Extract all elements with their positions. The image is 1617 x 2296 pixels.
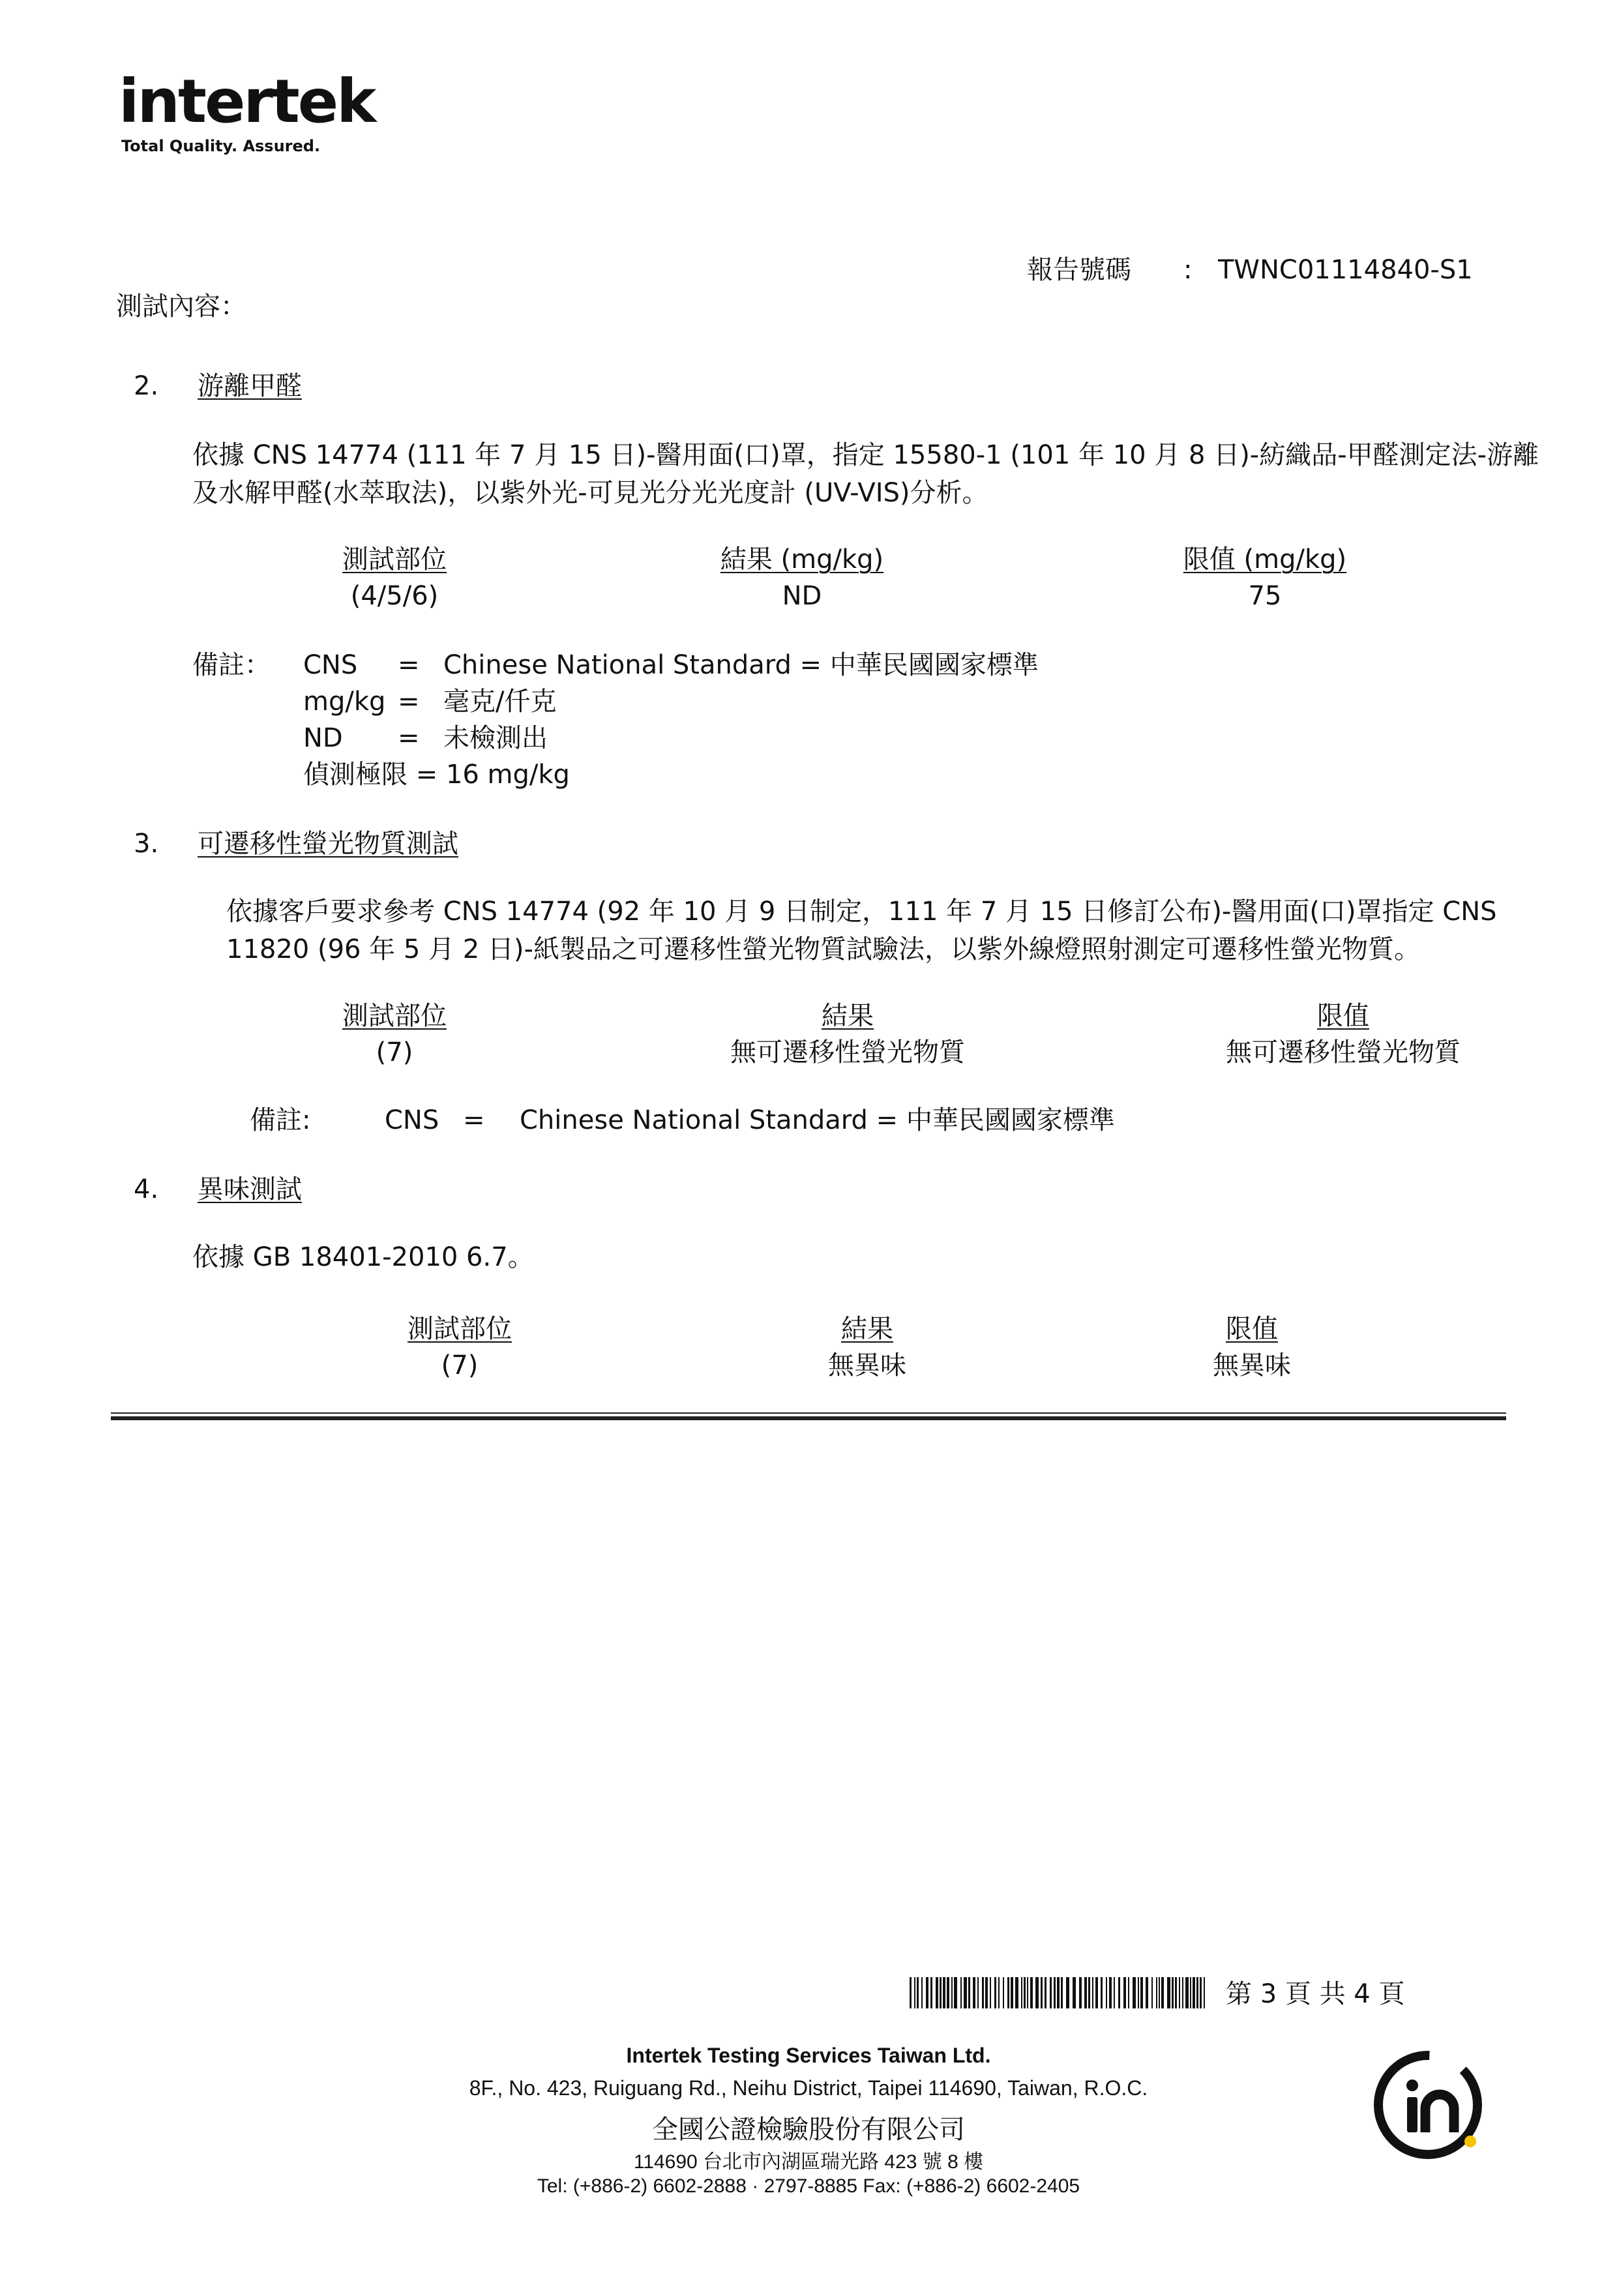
report-number-label: 報告號碼 <box>1027 255 1131 285</box>
section-2-notes-label: 備註： <box>192 650 271 680</box>
section-2-title: 游離甲醛 <box>198 371 302 401</box>
footer-company-zh: 全國公證檢驗股份有限公司 <box>652 2115 965 2144</box>
section-2-cell-limit: 75 <box>1248 581 1282 611</box>
note-value: Chinese National Standard = 中華民國國家標準 <box>443 650 1039 680</box>
end-rule-thick <box>111 1416 1506 1420</box>
footer-address-en: 8F., No. 423, Ruiguang Rd., Neihu District, Taipei 114690, Taiwan, R.O.C. <box>469 2076 1148 2100</box>
section-4-header-result: 結果 <box>841 1314 893 1344</box>
section-4-header-part: 測試部位 <box>408 1314 512 1344</box>
note-eq: = <box>463 1105 485 1135</box>
section-3-header-result: 結果 <box>822 1001 874 1031</box>
section-4-cell-result: 無異味 <box>828 1350 906 1380</box>
note-eq: = <box>398 723 420 753</box>
footer-address-zh: 114690 台北市內湖區瑞光路 423 號 8 樓 <box>633 2151 984 2173</box>
page-info: 第 3 頁 共 4 頁 <box>1226 1979 1405 2009</box>
section-3-cell-part: (7) <box>376 1037 413 1067</box>
footer-company-en: Intertek Testing Services Taiwan Ltd. <box>626 2044 991 2067</box>
section-3-desc-line1: 依據客戶要求參考 CNS 14774 (92 年 10 月 9 日制定，111 年 7 月 15 日修訂公布)-醫用面(口)罩指定 CNS <box>226 897 1497 927</box>
section-4-header-limit: 限值 <box>1226 1314 1278 1344</box>
note-eq: = <box>398 687 420 717</box>
logo-tagline: Total Quality. Assured. <box>121 137 321 155</box>
section-2-header-limit: 限值 (mg/kg) <box>1183 544 1347 574</box>
report-number-value: TWNC01114840-S1 <box>1218 255 1473 285</box>
logo-wordmark: intertek <box>119 67 375 136</box>
note-value: 未檢測出 <box>443 723 548 753</box>
section-4-title: 異味測試 <box>198 1174 302 1204</box>
section-3-header-part: 測試部位 <box>342 1001 447 1031</box>
detection-limit: 偵測極限 = 16 mg/kg <box>303 760 570 790</box>
section-3-notes-label: 備註: <box>250 1105 311 1135</box>
section-2-cell-result: ND <box>782 581 822 611</box>
section-4-cell-limit: 無異味 <box>1213 1350 1291 1380</box>
section-4-number: 4. <box>134 1174 159 1204</box>
section-4-desc: 依據 GB 18401-2010 6.7。 <box>192 1242 534 1272</box>
content-title: 測試內容： <box>116 291 246 321</box>
section-2-desc-line2: 及水解甲醛(水萃取法)，以紫外光-可見光分光光度計 (UV-VIS)分析。 <box>192 478 988 508</box>
section-3-cell-limit: 無可遷移性螢光物質 <box>1226 1037 1461 1067</box>
intertek-in-icon <box>1369 2046 1487 2164</box>
note-key: CNS <box>385 1105 439 1135</box>
note-eq: = <box>398 650 420 680</box>
section-3-number: 3. <box>134 829 159 859</box>
note-value: Chinese National Standard = 中華民國國家標準 <box>520 1105 1115 1135</box>
note-key: ND <box>303 723 343 753</box>
section-2-cell-part: (4/5/6) <box>350 581 439 611</box>
section-2-header-part: 測試部位 <box>342 544 447 574</box>
section-3-title: 可遷移性螢光物質測試 <box>198 829 458 859</box>
section-2-desc-line1: 依據 CNS 14774 (111 年 7 月 15 日)-醫用面(口)罩，指定 15580-1 (101 年 10 月 8 日)-紡織品-甲醛測定法-游離 <box>192 440 1539 470</box>
section-2-number: 2. <box>134 371 159 401</box>
section-3-header-limit: 限值 <box>1317 1001 1369 1031</box>
barcode-icon <box>910 1977 1211 2008</box>
section-3-cell-result: 無可遷移性螢光物質 <box>730 1037 965 1067</box>
report-number-colon: : <box>1183 255 1193 285</box>
section-2-header-result: 結果 (mg/kg) <box>720 544 884 574</box>
end-rule-thin <box>111 1412 1506 1414</box>
section-3-desc-line2: 11820 (96 年 5 月 2 日)-紙製品之可遷移性螢光物質試驗法，以紫外線燈照射測定可遷移性螢光物質。 <box>226 934 1420 964</box>
note-value: 毫克/仟克 <box>443 687 557 717</box>
company-logo <box>119 67 375 155</box>
section-4-cell-part: (7) <box>441 1350 479 1380</box>
note-key: mg/kg <box>303 687 386 717</box>
footer-contact: Tel: (+886-2) 6602-2888 · 2797-8885 Fax: (+886-2) 6602-2405 <box>537 2175 1080 2197</box>
note-key: CNS <box>303 650 358 680</box>
